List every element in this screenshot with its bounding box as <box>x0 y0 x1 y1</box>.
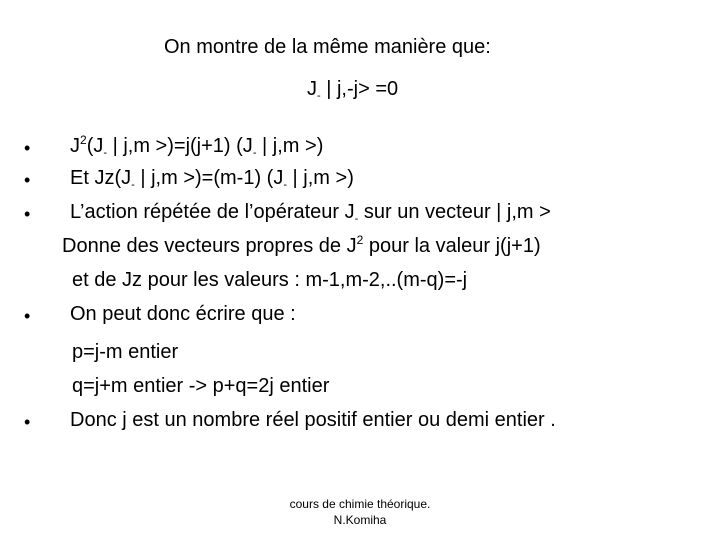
subscript: - <box>131 179 135 191</box>
equation-line <box>307 77 398 101</box>
continuation-line-4: q=j+m entier -> p+q=2j entier <box>72 375 330 397</box>
subscript: - <box>354 213 359 225</box>
bullet-2-text <box>70 166 354 190</box>
text-span: | j,m >) <box>287 167 354 189</box>
text-span: L’action répétée de l’opérateur J <box>70 201 355 223</box>
equation-j: J <box>307 78 317 100</box>
text-span: sur un vecteur | j,m > <box>358 201 551 223</box>
text-span: | j,m >)=(m-1) (J <box>134 167 284 189</box>
subscript: - <box>283 179 287 191</box>
bullet-5-text: Donc j est un nombre réel positif entier ou demi entier . <box>70 409 556 431</box>
bullet-3-text <box>70 200 551 224</box>
continuation-line-3: p=j-m entier <box>72 341 179 363</box>
slide-title: On montre de la même manière que: <box>164 36 491 58</box>
superscript: 2 <box>80 133 87 147</box>
text-span: | j,m >)=j(j+1) (J <box>107 135 253 157</box>
text-span: (J <box>86 135 104 157</box>
subscript: - <box>252 147 257 159</box>
bullet-icon: • <box>24 138 31 158</box>
text-span: Et Jz(J <box>70 167 132 189</box>
subscript: - <box>103 147 108 159</box>
bullet-1-text <box>70 134 323 158</box>
text-span: | j,m >) <box>256 135 324 157</box>
bullet-icon: • <box>24 412 31 432</box>
footer <box>260 496 460 528</box>
continuation-line-1 <box>62 234 541 258</box>
equation-subscript: - <box>317 90 321 102</box>
footer-author: N.Komiha <box>333 513 387 527</box>
text-span: Donne des vecteurs propres de J <box>62 235 357 257</box>
continuation-line-2: et de Jz pour les valeurs : m-1,m-2,..(m-q)=-j <box>72 269 468 291</box>
equation-rest: | j,-j> =0 <box>320 78 399 100</box>
bullet-icon: • <box>24 170 31 190</box>
bullet-4-text: On peut donc écrire que : <box>70 303 296 325</box>
bullet-icon: • <box>24 204 31 224</box>
bullet-icon: • <box>24 306 31 326</box>
text-span: pour la valeur j(j+1) <box>363 235 541 257</box>
text-span: J <box>70 135 80 157</box>
superscript: 2 <box>356 233 364 247</box>
footer-course: cours de chimie théorique. <box>289 497 431 511</box>
